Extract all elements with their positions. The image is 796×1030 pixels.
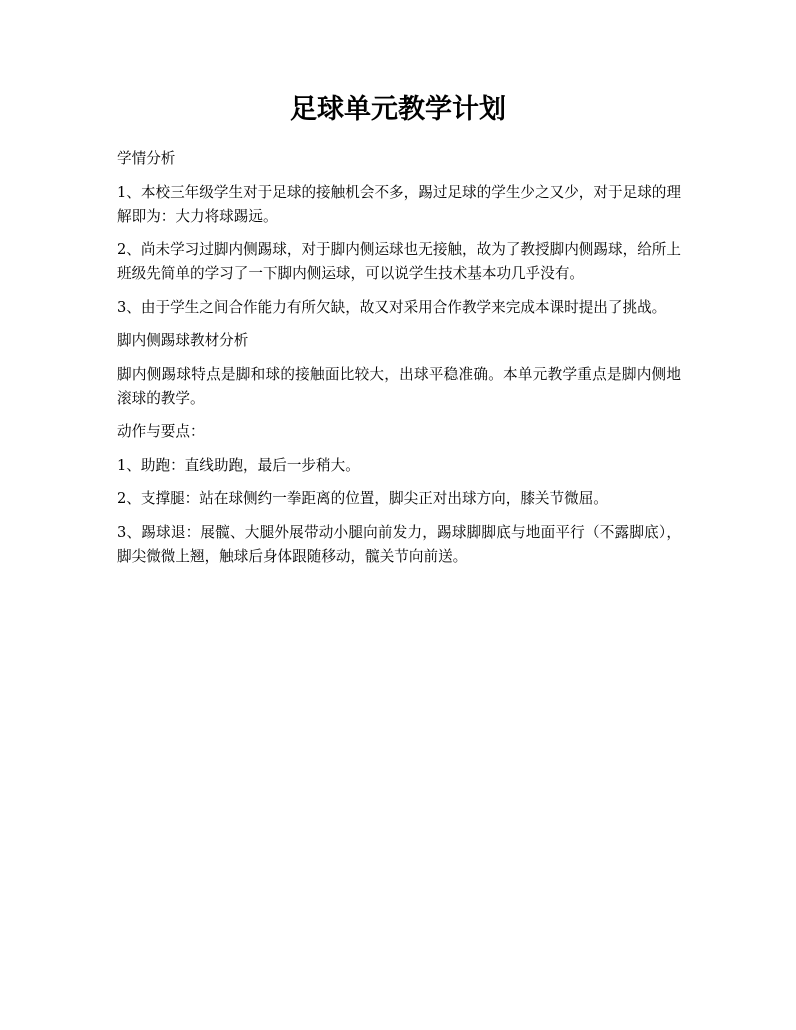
heading-key-points: 动作与要点：	[117, 423, 205, 440]
paragraph-material: 脚内侧踢球特点是脚和球的接触面比较大，出球平稳准确。本单元教学重点是脚内侧地滚球的教学。	[117, 365, 681, 407]
heading-learning-analysis: 学情分析	[117, 150, 176, 167]
paragraph-analysis-2: 2、尚未学习过脚内侧踢球，对于脚内侧运球也无接触，故为了教授脚内侧踢球，给所上班级先简单的学习了一下脚内侧运球，可以说学生技术基本功几乎没有。	[117, 241, 681, 282]
heading-material-analysis: 脚内侧踢球教材分析	[117, 332, 249, 349]
paragraph-point-3: 3、踢球退：展髋、大腿外展带动小腿向前发力，踢球脚脚底与地面平行（不露脚底），脚尖微微上翘，触球后身体跟随移动，髋关节向前送。	[117, 523, 681, 565]
paragraph-point-1: 1、助跑：直线助跑，最后一步稍大。	[117, 456, 360, 474]
paragraph-analysis-1: 1、本校三年级学生对于足球的接触机会不多，踢过足球的学生少之又少，对于足球的理解即为：大力将球踢远。	[117, 183, 681, 225]
paragraph-point-2: 2、支撑腿：站在球侧约一拳距离的位置，脚尖正对出球方向，膝关节微屈。	[117, 490, 608, 507]
paragraph-analysis-3: 3、由于学生之间合作能力有所欠缺，故又对采用合作教学来完成本课时提出了挑战。	[117, 298, 667, 316]
document-title: 足球单元教学计划	[290, 94, 506, 125]
document-body	[117, 147, 681, 578]
